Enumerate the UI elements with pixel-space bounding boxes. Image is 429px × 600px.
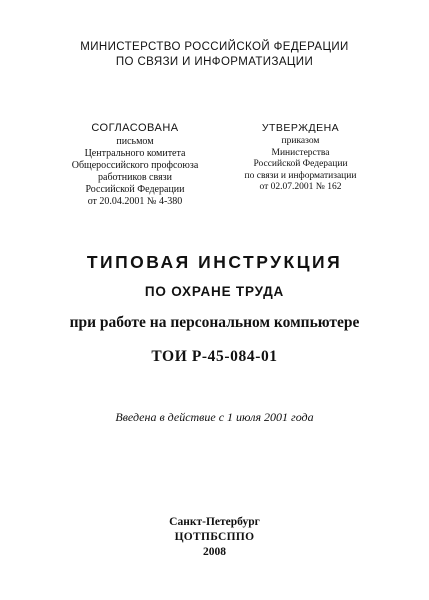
- approved-heading: УТВЕРЖДЕНА: [261, 122, 340, 134]
- approved-line: от 02.07.2001 № 162: [259, 182, 342, 192]
- imprint-city: Санкт-Петербург: [169, 516, 260, 528]
- imprint-publisher: ЦОТПБСППО: [174, 531, 255, 543]
- agreed-line: Общероссийского профсоюза: [71, 160, 199, 171]
- document-subtitle: ПО ОХРАНЕ ТРУДА: [144, 284, 285, 299]
- ministry-line-1: МИНИСТЕРСТВО РОССИЙСКОЙ ФЕДЕРАЦИИ: [80, 41, 349, 53]
- approved-line: по связи и информатизации: [244, 170, 357, 181]
- agreed-block: [55, 122, 215, 208]
- agreed-line: Российской Федерации: [85, 184, 185, 195]
- document-title: ТИПОВАЯ ИНСТРУКЦИЯ: [86, 252, 343, 272]
- ministry-line-2: ПО СВЯЗИ И ИНФОРМАТИЗАЦИИ: [115, 56, 314, 68]
- document-subject: при работе на персональном компьютере: [69, 314, 360, 331]
- effective-date: Введена в действие с 1 июля 2001 года: [115, 410, 314, 424]
- agreed-line: работников связи: [98, 172, 172, 183]
- approved-line: Министерства: [271, 147, 330, 158]
- agreed-line: от 20.04.2001 № 4-380: [87, 196, 183, 207]
- imprint-year: 2008: [203, 546, 226, 558]
- approved-line: Российской Федерации: [253, 159, 348, 169]
- agreed-heading: СОГЛАСОВАНА: [91, 122, 179, 134]
- approved-line: приказом: [281, 136, 320, 146]
- document-code: ТОИ Р-45-084-01: [151, 348, 278, 365]
- approved-block: [238, 122, 363, 194]
- agreed-line: письмом: [116, 136, 154, 147]
- agreed-line: Центрального комитета: [84, 148, 186, 159]
- ministry-header: [0, 40, 429, 70]
